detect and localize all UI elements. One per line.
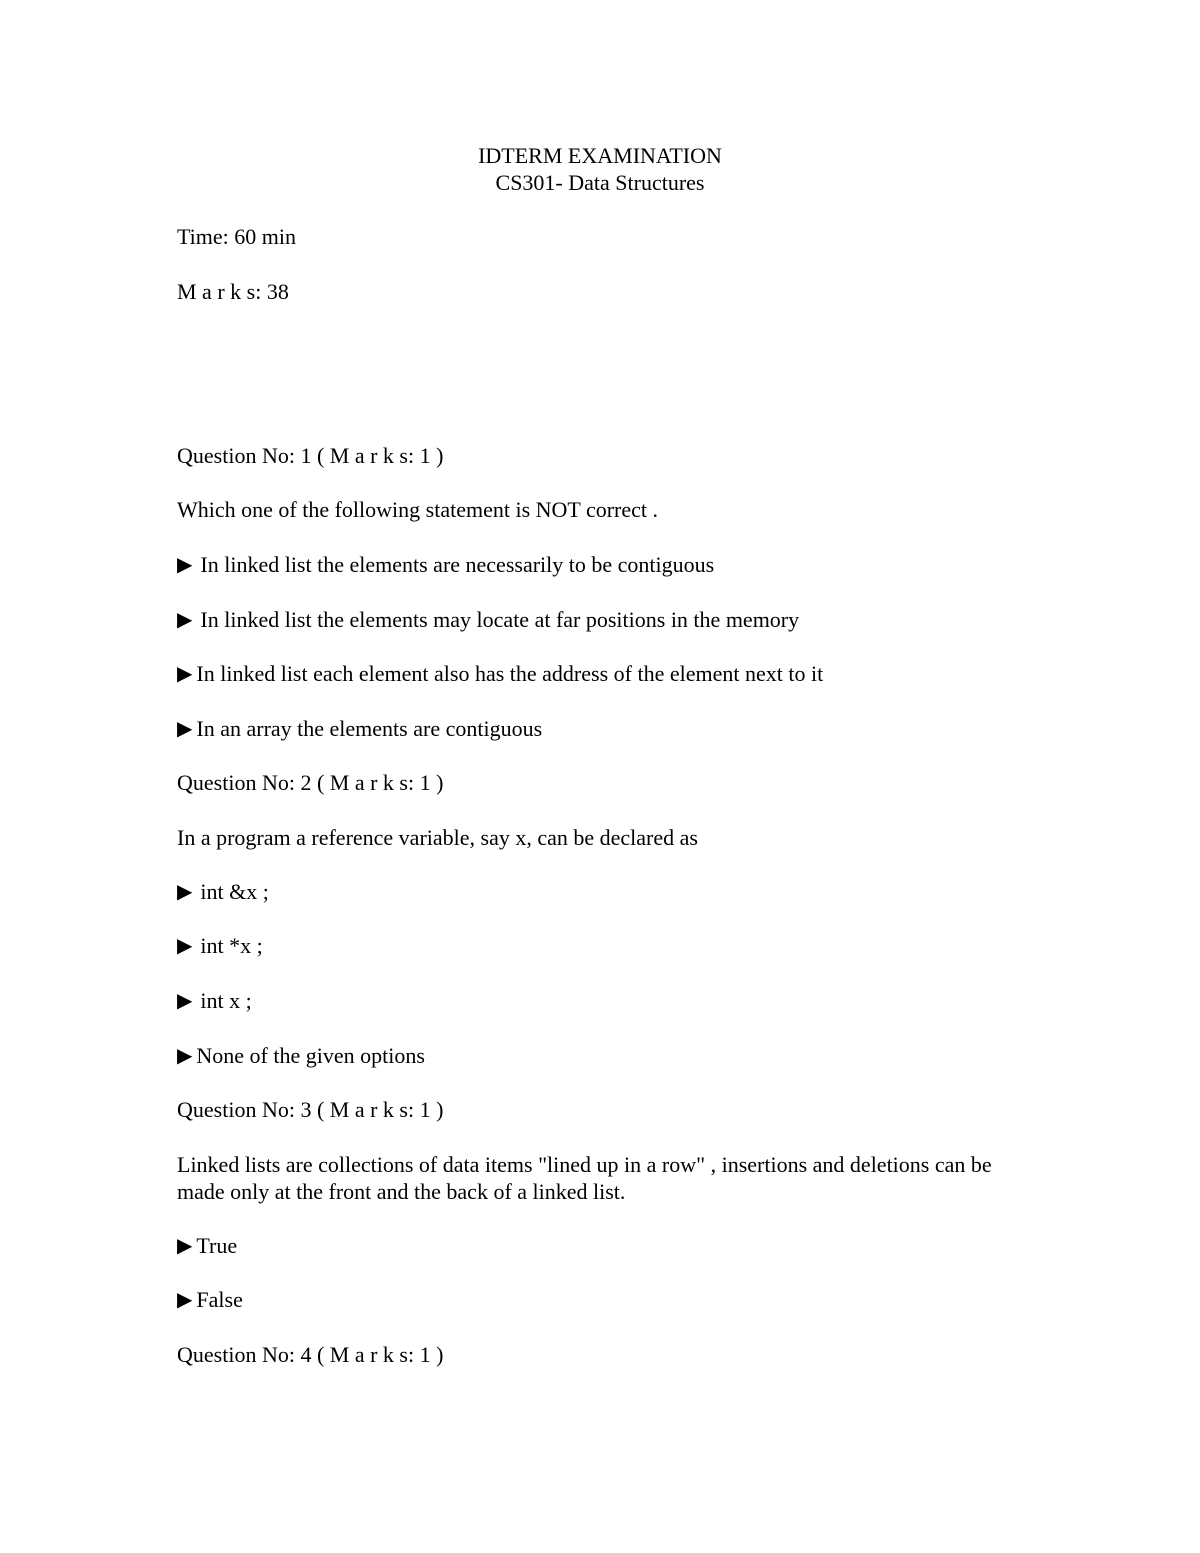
triangle-right-icon: ▶: [177, 609, 193, 631]
option-label: int *x ;: [200, 933, 263, 958]
question-3-option-2[interactable]: [177, 1286, 243, 1315]
triangle-right-icon: ▶: [177, 663, 193, 685]
option-label: In linked list each element also has the address of the element next to it: [196, 661, 824, 686]
triangle-right-icon: ▶: [177, 1045, 193, 1067]
exam-time: Time: 60 min: [177, 224, 296, 249]
exam-marks: M a r k s: 38: [177, 279, 289, 304]
question-3-text: Linked lists are collections of data items "lined up in a row" , insertions and deletions can be made only at the front and the back of a linked list.: [177, 1152, 992, 1204]
question-3-option-1[interactable]: [177, 1232, 237, 1261]
triangle-right-icon: ▶: [177, 1289, 193, 1311]
option-label: In linked list the elements are necessarily to be contiguous: [200, 552, 715, 577]
question-2-heading: Question No: 2 ( M a r k s: 1 ): [177, 770, 444, 795]
option-label: False: [196, 1287, 243, 1312]
question-2-option-1[interactable]: [177, 878, 269, 907]
triangle-right-icon: ▶: [177, 935, 193, 957]
option-label: int &x ;: [200, 879, 269, 904]
option-label: None of the given options: [196, 1043, 425, 1068]
question-1-option-3[interactable]: [177, 660, 823, 689]
option-label: In an array the elements are contiguous: [196, 716, 543, 741]
question-1-heading: Question No: 1 ( M a r k s: 1 ): [177, 443, 444, 468]
exam-title: IDTERM EXAMINATION: [478, 143, 722, 168]
triangle-right-icon: ▶: [177, 554, 193, 576]
triangle-right-icon: ▶: [177, 718, 193, 740]
question-1-option-4[interactable]: [177, 715, 542, 744]
option-label: True: [196, 1233, 238, 1258]
question-2-option-3[interactable]: [177, 987, 252, 1016]
question-2-option-2[interactable]: [177, 932, 263, 961]
question-1-option-2[interactable]: [177, 606, 799, 635]
triangle-right-icon: ▶: [177, 990, 193, 1012]
option-label: In linked list the elements may locate at far positions in the memory: [200, 607, 800, 632]
question-2-option-4[interactable]: [177, 1042, 425, 1071]
question-1-text: Which one of the following statement is NOT correct .: [177, 497, 659, 522]
course-title: CS301- Data Structures: [495, 170, 705, 195]
triangle-right-icon: ▶: [177, 1235, 193, 1257]
question-2-text: In a program a reference variable, say x, can be declared as: [177, 825, 698, 850]
question-3-heading: Question No: 3 ( M a r k s: 1 ): [177, 1097, 444, 1122]
question-1-option-1[interactable]: [177, 551, 714, 580]
triangle-right-icon: ▶: [177, 881, 193, 903]
option-label: int x ;: [200, 988, 252, 1013]
question-4-heading: Question No: 4 ( M a r k s: 1 ): [177, 1342, 444, 1367]
